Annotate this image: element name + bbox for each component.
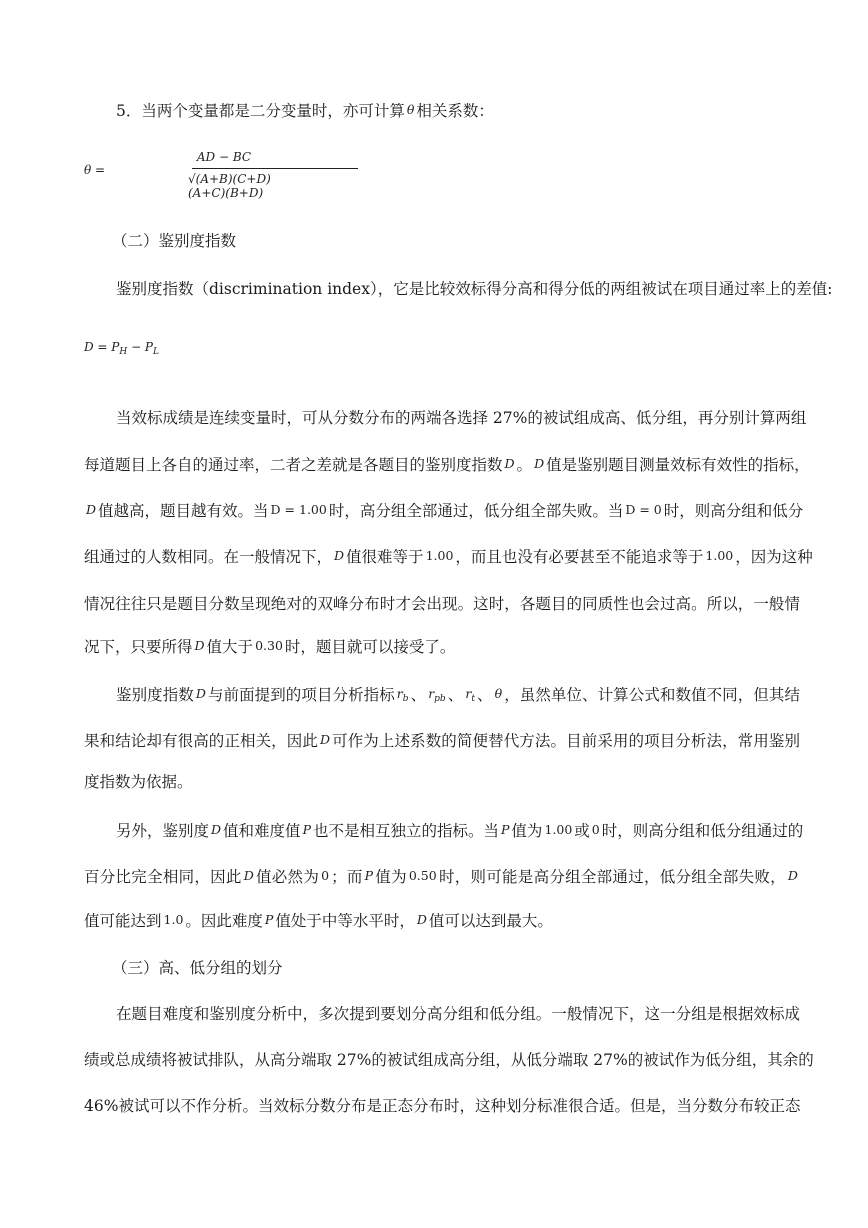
d-symbol: D <box>211 822 222 837</box>
r-letter: r <box>396 686 403 701</box>
p3-line-3 <box>84 910 800 931</box>
d-formula <box>84 340 159 357</box>
p2-line-2-b: 可作为上述系数的简便替代方法。目前采用的项目分析法，常用鉴别 <box>332 732 800 750</box>
sub-t: t <box>471 694 475 704</box>
value-1-0: 1.0 <box>163 912 184 927</box>
p1-line-4-c: ，而且也没有必要甚至不能追求等于 <box>455 548 704 566</box>
p2-line-1-a: 鉴别度指数 <box>116 686 194 704</box>
p2-line-1 <box>116 684 800 709</box>
p1-line-4-d: ，因为这种 <box>735 548 813 566</box>
sub-b: b <box>402 694 409 704</box>
r-t-symbol <box>465 686 475 704</box>
p1-line-2-c: 值是鉴别题目测量效标有效性的指标， <box>546 456 810 474</box>
d-equals-0: D = 0 <box>625 502 662 517</box>
d-symbol: D <box>86 502 97 517</box>
value-1-00: 1.00 <box>544 822 573 837</box>
p1-line-5: 情况往往只是题目分数呈现绝对的双峰分布时才会出现。这时，各题目的同质性也会过高。所以，一般情 <box>84 595 800 613</box>
p1-line-6-a: 况下，只要所得 <box>84 638 193 656</box>
separator: 、 <box>447 686 464 704</box>
p-symbol: P <box>501 822 510 837</box>
theta-formula-numerator: AD − BC <box>196 150 252 164</box>
p3-line-2-a: 百分比完全相同，因此 <box>84 868 242 886</box>
p2-line-3: 度指数为依据。 <box>84 773 193 791</box>
separator: 、 <box>410 686 427 704</box>
r-letter: r <box>428 686 435 701</box>
d-symbol: D <box>787 868 798 883</box>
d-formula-h: H <box>119 347 128 357</box>
sub-pb: pb <box>434 694 446 704</box>
d-symbol: D <box>243 868 254 883</box>
p1-line-3 <box>84 500 804 521</box>
d-formula-l: L <box>153 347 159 357</box>
value-0: 0 <box>591 822 600 837</box>
p1-line-4 <box>84 546 813 567</box>
p3-line-1-c: 也不是相互独立的指标。当 <box>312 822 499 840</box>
p1-line-6-c: 时，题目就可以接受了。 <box>284 638 456 656</box>
d-symbol: D <box>195 686 206 701</box>
p3-line-3-a: 值可能达到 <box>84 912 162 930</box>
item-5-suffix: 相关系数： <box>416 102 494 120</box>
p2-line-2 <box>84 730 800 751</box>
p3-line-1-f: 时，则高分组和低分组通过的 <box>601 822 804 840</box>
p3-line-3-d: 值可以达到最大。 <box>428 912 553 930</box>
theta-symbol: θ <box>406 102 415 117</box>
p3-line-2-b: 值必然为 <box>255 868 320 886</box>
value-0: 0 <box>321 868 330 883</box>
p1-line-2-a: 每道题目上各自的通过率，二者之差就是各题目的鉴别度指数 <box>84 456 503 474</box>
theta-formula-lhs: θ = <box>84 163 106 177</box>
p1-line-2-b: 。 <box>516 456 533 474</box>
p2-line-1-b: 与前面提到的项目分析指标 <box>207 686 395 704</box>
p1-line-3-c: 时，则高分组和低分 <box>663 502 804 520</box>
p1-line-6-b: 值大于 <box>206 638 254 656</box>
section-2-heading: （二）鉴别度指数 <box>112 232 237 250</box>
p-symbol: P <box>264 912 274 927</box>
value-1-00: 1.00 <box>705 548 734 563</box>
d-formula-minus-p: − P <box>127 340 154 354</box>
value-0-30: 0.30 <box>255 638 283 653</box>
p4-line-3: 46%被试可以不作分析。当效标分数分布是正态分布时，这种划分标准很合适。但是，当分数分布较正态 <box>84 1097 801 1115</box>
r-letter: r <box>465 686 472 701</box>
p1-line-3-b: 时，高分组全部通过，低分组全部失败。当 <box>328 502 624 520</box>
theta-formula <box>84 150 284 200</box>
p2-line-2-a: 果和结论却有很高的正相关，因此 <box>84 732 318 750</box>
p1-line-4-b: 值很难等于 <box>346 548 424 566</box>
p3-line-1-e: 或 <box>574 822 590 840</box>
p4-line-1: 在题目难度和鉴别度分析中，多次提到要划分高分组和低分组。一般情况下，这一分组是根据效标成 <box>116 1005 800 1023</box>
d-symbol: D <box>319 732 331 747</box>
d-equals-1: D = 1.00 <box>270 502 327 517</box>
d-formula-lhs: D = P <box>84 340 120 354</box>
d-symbol: D <box>504 456 515 471</box>
p3-line-2-e: 时，则可能是高分组全部通过，低分组全部失败， <box>438 868 786 886</box>
p2-line-1-c: ，虽然单位、计算公式和数值不同，但其结 <box>504 686 800 704</box>
p3-line-2 <box>84 866 800 887</box>
p-symbol: P <box>364 868 374 883</box>
r-b-symbol <box>396 686 409 704</box>
definition-line: 鉴别度指数（discrimination index），它是比较效标得分高和得分低的两组被试在项目通过率上的差值: <box>116 280 833 298</box>
p3-line-2-c: ；而 <box>331 868 363 886</box>
p1-line-2 <box>84 454 810 475</box>
fraction-bar <box>192 168 358 169</box>
p3-line-2-d: 值为 <box>375 868 407 886</box>
p4-line-2: 绩或总成绩将被试排队，从高分端取 27%的被试组成高分组，从低分端取 27%的被试作为低分组，其余的 <box>84 1051 814 1069</box>
p3-line-3-c: 值处于中等水平时， <box>275 912 415 930</box>
p1-line-3-a: 值越高，题目越有效。当 <box>98 502 269 520</box>
r-pb-symbol <box>428 686 446 704</box>
item-5-line <box>116 100 800 121</box>
d-symbol: D <box>534 456 545 471</box>
p-symbol: P <box>302 822 311 837</box>
theta-symbol: θ <box>494 686 503 701</box>
value-1-00: 1.00 <box>425 548 454 563</box>
theta-formula-denominator: √(A+B)(C+D)(A+C)(B+D) <box>188 172 271 200</box>
p3-line-3-b: 。因此难度 <box>185 912 263 930</box>
p1-line-6 <box>84 636 800 657</box>
p3-line-1-d: 值为 <box>511 822 543 840</box>
section-3-heading: （三）高、低分组的划分 <box>112 959 283 977</box>
d-symbol: D <box>194 638 205 653</box>
d-symbol: D <box>334 548 345 563</box>
item-5-text: 5．当两个变量都是二分变量时，亦可计算 <box>116 102 405 120</box>
p3-line-1-a: 另外，鉴别度 <box>116 822 210 840</box>
p3-line-1-b: 值和难度值 <box>223 822 301 840</box>
d-symbol: D <box>416 912 427 927</box>
p1-line-1: 当效标成绩是连续变量时，可从分数分布的两端各选择 27%的被试组成高、低分组，再分别计算两组 <box>116 409 807 427</box>
separator: 、 <box>476 686 493 704</box>
value-0-50: 0.50 <box>408 868 437 883</box>
p1-line-4-a: 组通过的人数相同。在一般情况下， <box>84 548 333 566</box>
p3-line-1 <box>116 820 804 841</box>
